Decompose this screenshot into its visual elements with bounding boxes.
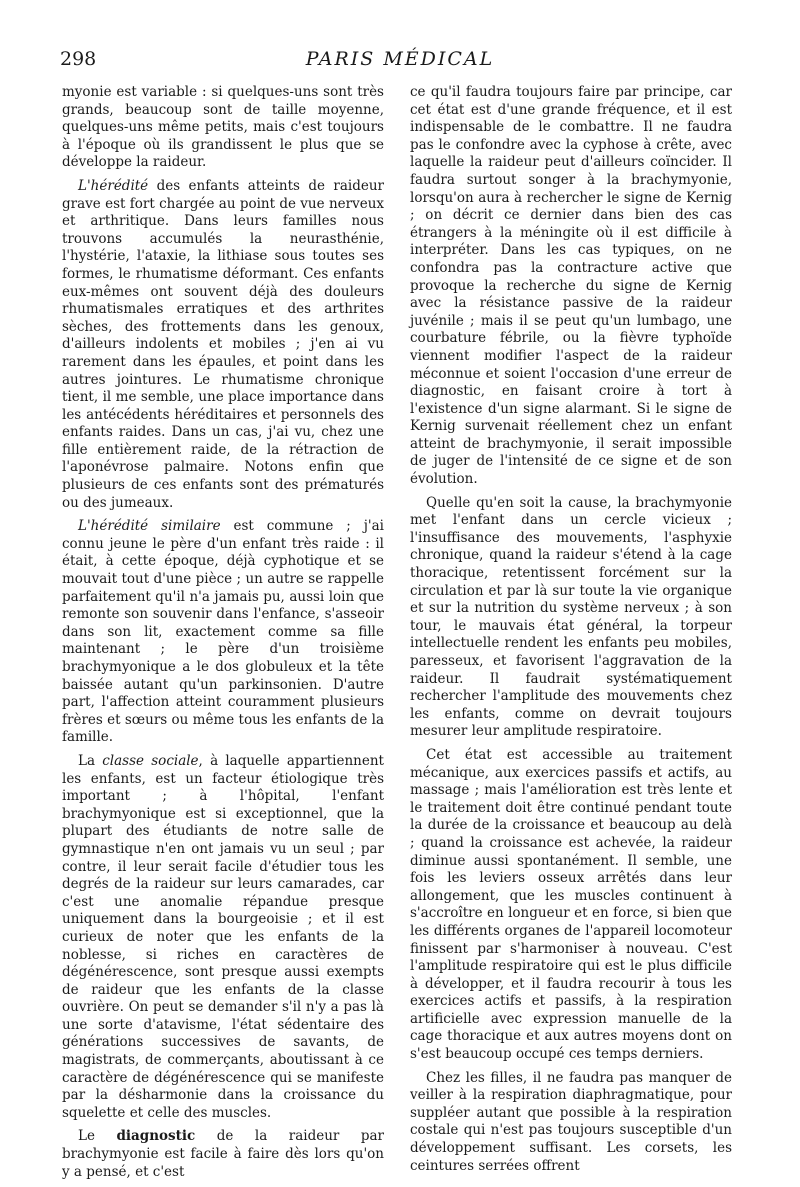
paragraph	[62, 753, 384, 1122]
left-column	[62, 84, 384, 1187]
paragraph-text: est commune ; j'ai connu jeune le père d'un enfant très raide : il était, à cette époque, déjà cyphotique et se mouvait tout d'une pièce ; un autre se rappelle parfaitement qu'il n'a jamais pu, aussi loin que remonte son souvenir dans l'enfance, s'asseoir dans son lit, exactement comme sa fille maintenant ; le père d'un troisième brachymyonique a le dos globuleux et la tête baissée autant qu'un parkinsonien. D'autre part, l'affection atteint couramment plusieurs frères et sœurs ou même tous les enfants de la famille.	[62, 518, 384, 746]
paragraph-text: , à laquelle appartiennent les enfants, est un facteur étiologique très important ; à l'hôpital, l'enfant brachymyonique est si exceptionnel, que la plupart des étudiants de notre salle de gymnastique n'en ont jamais vu un seul ; par contre, il leur serait facile d'étudier tous les degrés de la raideur sur leurs camarades, car c'est une anomalie répandue presque uniquement dans la bourgeoisie ; et il est curieux de noter que les enfants de la noblesse, si riches en caractères de dégénérescence, sont presque aussi exempts de raideur que les enfants de la classe ouvrière. On peut se demander s'il n'y a pas là une sorte d'atavisme, l'état sédentaire des générations successives de savants, de magistrats, de commerçants, aboutissant à ce caractère de dégénérescence qui se manifeste par la désharmonie dans la croissance du squelette et celle des muscles.	[62, 752, 384, 1121]
paragraph: myonie est variable : si quelques-uns sont très grands, beaucoup sont de taille moyenne, quelques-uns même petits, mais c'est toujours à l'époque où ils grandissent le plus que se développe la raideur.	[62, 84, 384, 171]
paragraph	[62, 178, 384, 512]
paragraph-text: de la raideur par brachymyonie est facile à faire dès lors qu'on y a pensé, et c'est	[62, 1128, 385, 1180]
bold-term: diagnostic	[116, 1128, 196, 1145]
paragraph: Cet état est accessible au traitement mécanique, aux exercices passifs et actifs, au massage ; mais l'amélioration est très lente et le traitement doit être continué pendant toute la durée de la croissance et beaucoup au delà ; quand la croissance est achevée, la raideur diminue aussi spontanément. Il semble, une fois les leviers osseux arrêtés dans leur allongement, que les muscles continuent à s'accroître en longueur et en force, si bien que les différents organes de l'appareil locomoteur finissent par s'harmoniser à nouveau. C'est l'amplitude respiratoire qui est le plus difficile à développer, et il faudra recourir à tous les exercices actifs et passifs, à la respiration artificielle avec expression manuelle de la cage thoracique et aux autres moyens dont on s'est beaucoup occupé ces temps derniers.	[410, 746, 732, 1063]
running-head: PARIS MÉDICAL	[305, 48, 495, 70]
paragraph: Quelle qu'en soit la cause, la brachymyonie met l'enfant dans un cercle vicieux ; l'insuffisance des mouvements, l'asphyxie chronique, quand la raideur s'étend à la cage thoracique, retentissent forcément sur la circulation et par là sur toute la vie organique et sur la nutrition du système nerveux ; à son tour, le mauvais état général, la torpeur intellectuelle rendent les enfants peu mobiles, paresseux, et favorisent l'aggravation de la raideur. Il faudrait systématiquement rechercher l'amplitude des mouvements chez les enfants, comme on devrait toujours mesurer leur amplitude respiratoire.	[410, 494, 732, 740]
right-column	[410, 84, 732, 1181]
italic-term: classe sociale	[102, 752, 199, 769]
paragraph: Chez les filles, il ne faudra pas manquer de veiller à la respiration diaphragmatique, pour suppléer autant que possible à la respiration costale qui n'est pas toujours susceptible d'un développement suffisant. Les corsets, les ceintures serrées offrent	[410, 1069, 732, 1174]
paragraph-prefix: La	[78, 752, 103, 769]
paragraph: ce qu'il faudra toujours faire par principe, car cet état est d'une grande fréquence, et il est indispensable de le combattre. Il ne faudra pas le confondre avec la cyphose à crête, avec laquelle la raideur peut d'ailleurs coïncider. Il faudra surtout songer à la brachymyonie, lorsqu'on aura à rechercher le signe de Kernig ; on décrit ce dernier dans bien des cas étrangers à la méningite où il est difficile à interpréter. Dans les cas typiques, on ne confondra pas la contracture active que provoque la recherche du signe de Kernig avec la résistance passive de la raideur juvénile ; mais il se peut qu'un lumbago, une courbature fébrile, ou la fièvre typhoïde viennent modifier l'aspect de la raideur méconnue et soient l'occasion d'une erreur de diagnostic, en faisant croire à tort à l'existence d'un signe alarmant. Si le signe de Kernig survenait réellement chez un enfant atteint de brachymyonie, il serait impossible de juger de l'intensité de ce signe et de son évolution.	[410, 84, 732, 488]
paragraph-text: des enfants atteints de raideur grave est fort chargée au point de vue nerveux et arthritique. Dans leurs familles nous trouvons accumulés la neurasthénie, l'hystérie, l'ataxie, la lithiase sous toutes ses formes, le rhumatisme déformant. Ces enfants eux-mêmes ont souvent déjà des douleurs rhumatismales erratiques et des arthrites sèches, des frottements dans les genoux, d'ailleurs indolents et mobiles ; j'en ai vu rarement dans les épaules, et point dans les autres jointures. Le rhumatisme chronique tient, il me semble, une place importance dans les antécédents héréditaires et personnels des enfants raides. Dans un cas, j'ai vu, chez une fille entièrement raide, de la rétraction de l'aponévrose palmaire. Notons enfin que plusieurs de ces enfants sont des prématurés ou des jumeaux.	[62, 177, 384, 511]
paragraph-prefix: Le	[78, 1128, 117, 1145]
paragraph	[62, 518, 384, 747]
italic-term: L'hérédité	[78, 177, 149, 194]
page-number: 298	[60, 48, 97, 70]
italic-term: L'hérédité similaire	[78, 518, 221, 535]
paragraph	[62, 1128, 384, 1181]
